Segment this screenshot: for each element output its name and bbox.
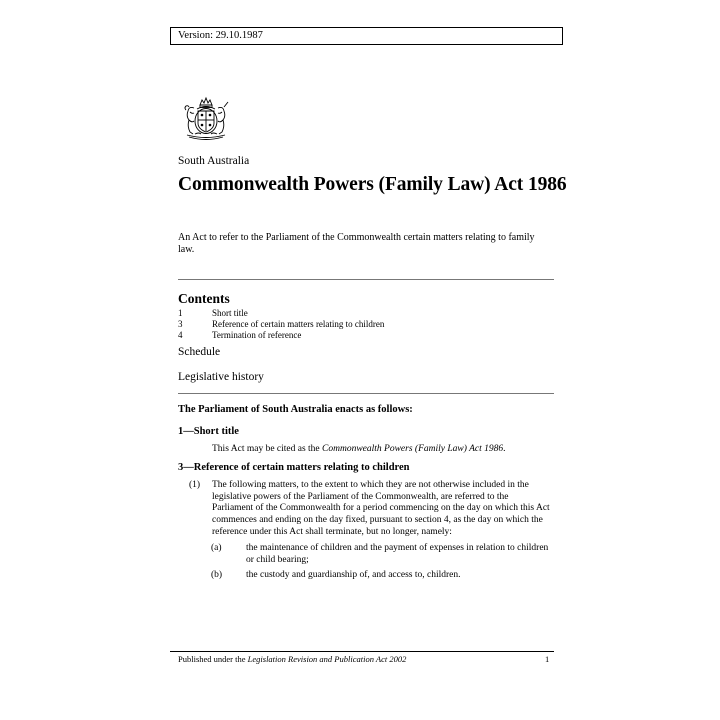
- version-box: [170, 27, 563, 45]
- page-number: 1: [545, 654, 550, 664]
- toc-legislative-history[interactable]: Legislative history: [178, 371, 264, 383]
- version-label: Version: 29.10.1987: [178, 30, 263, 41]
- toc-item-number: 4: [178, 330, 183, 340]
- toc-item-4[interactable]: [178, 330, 558, 341]
- toc-item-number: 1: [178, 308, 183, 318]
- paragraph-b-text: the custody and guardianship of, and access to, children.: [246, 570, 461, 580]
- paragraph-b-number: (b): [211, 570, 223, 580]
- section-1-text-suffix: .: [503, 444, 506, 454]
- footer-act-name: Legislation Revision and Publication Act 2002: [247, 654, 407, 664]
- footer-prefix: Published under the: [178, 654, 248, 664]
- toc-item-label: Short title: [212, 308, 248, 318]
- toc-item-label: Termination of reference: [212, 330, 302, 340]
- contents-heading: Contents: [178, 291, 230, 306]
- coat-of-arms-icon: [181, 96, 231, 142]
- subsection-text: The following matters, to the extent to which they are not otherwise included in the legislative powers of the Parliament of the Commonwealth, are referred to the Parliament of the Commonwealth for a period commencing on the day on which this Act commences and ending on the day fixed, pursuant to section 4, as the day on which the reference under this Act shall terminate, but no longer, namely:: [212, 480, 550, 537]
- section-1-text-prefix: This Act may be cited as the: [212, 444, 323, 454]
- divider: [178, 279, 554, 280]
- jurisdiction-label: South Australia: [178, 155, 250, 167]
- section-1-heading: 1—Short title: [178, 426, 239, 437]
- toc-item-1[interactable]: [178, 308, 558, 319]
- toc-item-label: Reference of certain matters relating to children: [212, 319, 385, 329]
- footer-divider: [170, 651, 554, 652]
- toc-schedule[interactable]: Schedule: [178, 346, 221, 358]
- paragraph-a-text: the maintenance of children and the payment of expenses in relation to children or child bearing;: [246, 543, 549, 565]
- toc-item-number: 3: [178, 319, 183, 329]
- section-1-act-name: Commonwealth Powers (Family Law) Act 1986: [322, 444, 504, 454]
- act-title: Commonwealth Powers (Family Law) Act 1986: [178, 174, 567, 195]
- long-title: An Act to refer to the Parliament of the Commonwealth certain matters relating to family law.: [178, 232, 535, 255]
- section-1-text: [212, 444, 506, 456]
- subsection-number: (1): [189, 480, 201, 490]
- paragraph-a-number: (a): [211, 543, 222, 553]
- toc-item-3[interactable]: [178, 319, 558, 330]
- footer-publication-note: [178, 654, 406, 664]
- enacting-formula: The Parliament of South Australia enacts as follows:: [178, 404, 413, 415]
- section-3-heading: 3—Reference of certain matters relating to children: [178, 462, 410, 473]
- divider: [178, 393, 554, 394]
